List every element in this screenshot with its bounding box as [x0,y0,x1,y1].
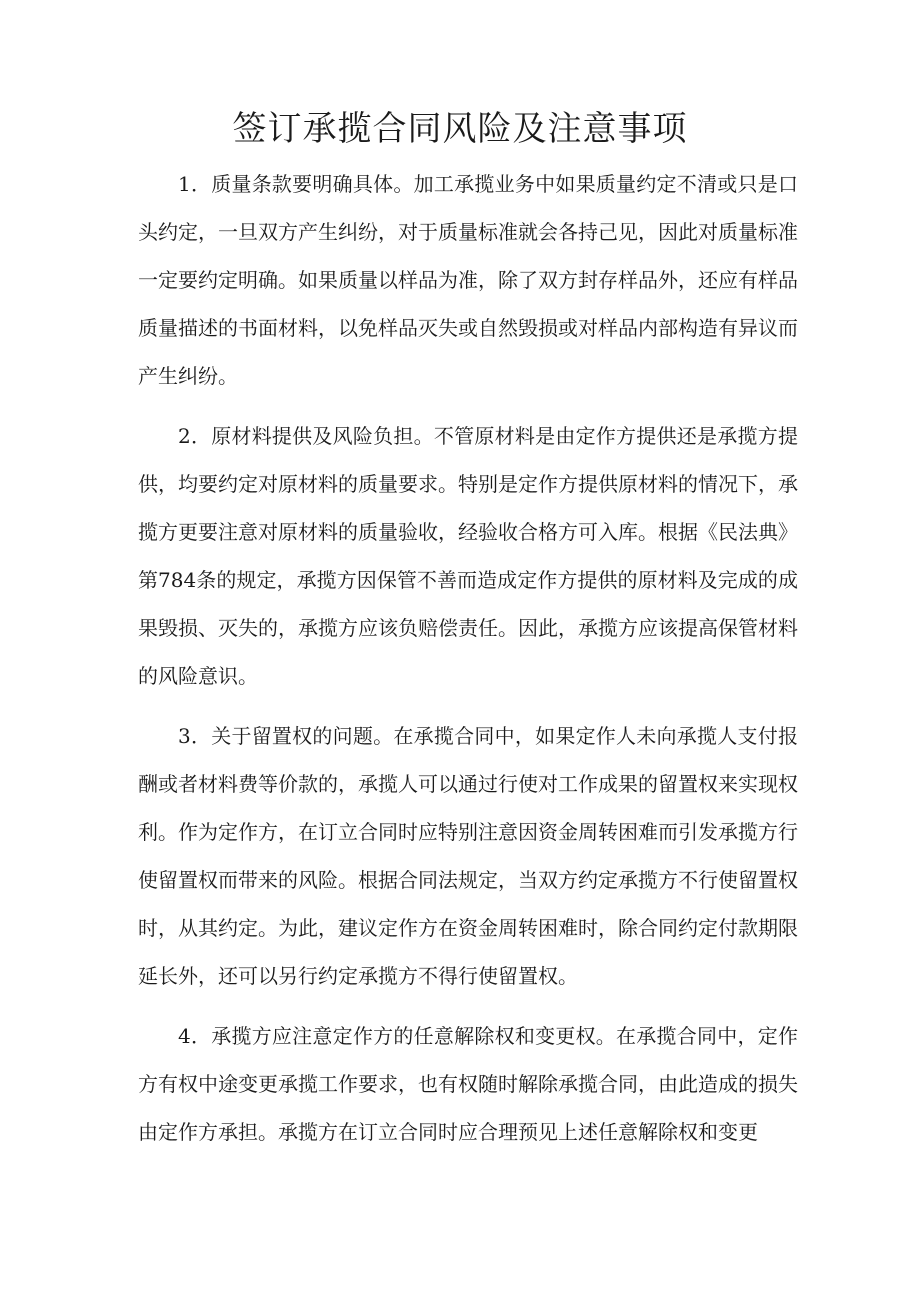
document-body [138,160,798,1168]
paragraph-2: 2．原材料提供及风险负担。不管原材料是由定作方提供还是承揽方提供，均要约定对原材料的质量要求。特别是定作方提供原材料的情况下，承揽方更要注意对原材料的质量验收，经验收合格方可入库。根据《民法典》第784条的规定，承揽方因保管不善而造成定作方提供的原材料及完成的成果毁损、灭失的，承揽方应该负赔偿责任。因此，承揽方应该提高保管材料的风险意识。 [138,424,798,688]
paragraph-3: 3．关于留置权的问题。在承揽合同中，如果定作人未向承揽人支付报酬或者材料费等价款的，承揽人可以通过行使对工作成果的留置权来实现权利。作为定作方，在订立合同时应特别注意因资金周转困难而引发承揽方行使留置权而带来的风险。根据合同法规定，当双方约定承揽方不行使留置权时，从其约定。为此，建议定作方在资金周转困难时，除合同约定付款期限延长外，还可以另行约定承揽方不得行使留置权。 [138,724,798,988]
paragraph-4: 4．承揽方应注意定作方的任意解除权和变更权。在承揽合同中，定作方有权中途变更承揽工作要求，也有权随时解除承揽合同，由此造成的损失由定作方承担。承揽方在订立合同时应合理预见上述任意解除权和变更 [138,1024,798,1144]
paragraph-1: 1．质量条款要明确具体。加工承揽业务中如果质量约定不清或只是口头约定，一旦双方产生纠纷，对于质量标准就会各持己见，因此对质量标准一定要约定明确。如果质量以样品为准，除了双方封存样品外，还应有样品质量描述的书面材料，以免样品灭失或自然毁损或对样品内部构造有异议而产生纠纷。 [138,172,798,388]
document-title: 签订承揽合同风险及注意事项 [232,109,688,149]
